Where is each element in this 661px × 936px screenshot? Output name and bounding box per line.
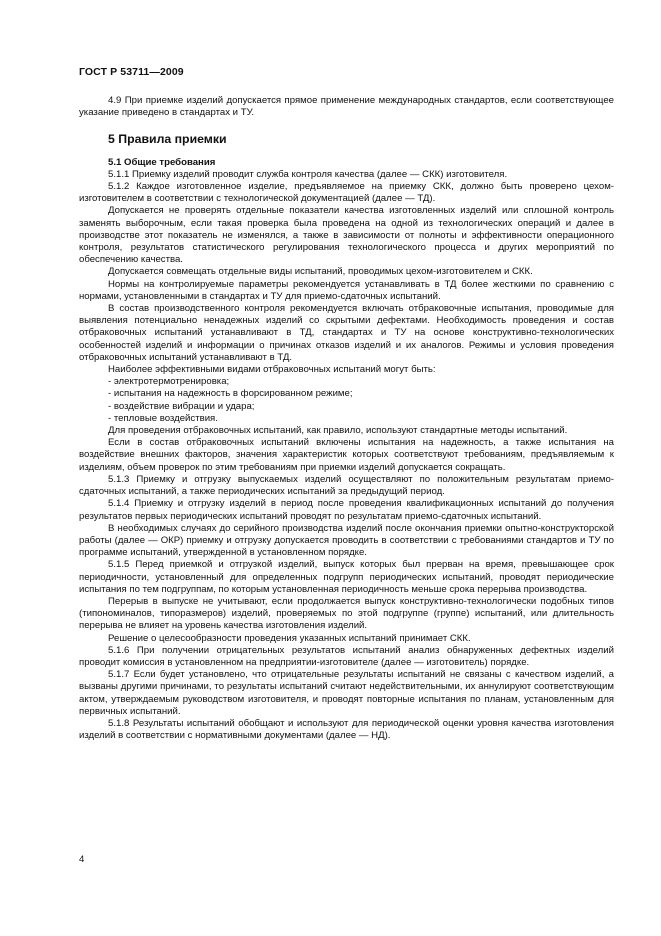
paragraph: Нормы на контролируемые параметры рекомендуется устанавливать в ТД более жесткими по сравнению с нормами, установленными в стандартах и ТУ для приемо-сдаточных испытаний. xyxy=(79,278,614,302)
paragraph: Наиболее эффективными видами отбраковочных испытаний могут быть: xyxy=(108,364,436,376)
list-item: - тепловые воздействия. xyxy=(108,412,218,424)
paragraph: 5.1.2 Каждое изготовленное изделие, предъявляемое на приемку СКК, должно быть проверено цехом-изготовителем в соответствии с технологической документацией (далее — ТД). xyxy=(79,181,614,205)
paragraph: Перерыв в выпуске не учитывают, если продолжается выпуск конструктивно-технологически подобных типов (типономиналов, типоразмеров) изделий, проверяемых по этой подгруппе (группе) испытаний, или длительность перерыва не влияет на уровень качества изготовления изделий. xyxy=(79,595,614,632)
paragraph-4-9: 4.9 При приемке изделий допускается прямое применение международных стандартов, если соответствующее указание приведено в стандартах и ТУ. xyxy=(79,95,614,119)
paragraph: 5.1.5 Перед приемкой и отгрузкой изделий, выпуск которых был прерван на время, превышающее срок периодичности, установленный для определенных подгрупп периодических испытаний, проводят периодические испытания по тем подгруппам, по которым установленная периодичность меньше срока перерыва производства. xyxy=(79,559,614,595)
document-body xyxy=(79,95,614,742)
paragraph: 5.1.8 Результаты испытаний обобщают и используют для периодической оценки уровня качества изготовления изделий в соответствии с нормативными документами (далее — НД). xyxy=(79,717,614,742)
page-number: 4 xyxy=(79,854,85,865)
paragraph: 5.1.3 Приемку и отгрузку выпускаемых изделий осуществляют по положительным результатам приемо-сдаточных испытаний, а также периодических испытаний за предыдущий период. xyxy=(79,473,614,498)
paragraph: 5.1.1 Приемку изделий проводит служба контроля качества (далее — СКК) изготовителя. xyxy=(108,168,508,180)
paragraph: Решение о целесообразности проведения указанных испытаний принимает СКК. xyxy=(108,632,471,644)
paragraph: 5.1.6 При получении отрицательных результатов испытаний анализ обнаруженных дефектных изделий проводит комиссия в установленном на предприятии-изготовителе (далее — изготовитель) порядке. xyxy=(79,644,614,668)
paragraph: В необходимых случаях до серийного производства изделий после окончания приемки опытно-конструкторской работы (далее — ОКР) приемку и отгрузку допускается проводить в соответствии с требованиями стандартов и ТУ по программе испытаний, утвержденной в установленном порядке. xyxy=(79,522,614,559)
paragraph: 5.1.7 Если будет установлено, что отрицательные результаты испытаний не связаны с качеством изделий, а вызваны другими причинами, то результаты испытаний считают недействительными, их аннулируют соответствующим актом, утверждаемым руководством изготовителя, и проводят повторные испытания по планам, установленным для первичных испытаний. xyxy=(79,669,614,717)
list-item: - воздействие вибрации и удара; xyxy=(108,400,255,412)
section-title: 5 Правила приемки xyxy=(108,132,227,147)
paragraph: Для проведения отбраковочных испытаний, как правило, используют стандартные методы испытаний. xyxy=(108,425,568,437)
paragraph: Если в состав отбраковочных испытаний включены испытания на надежность, а также испытания на воздействие внешних факторов, значения характеристик которых соответствуют требованиям, предъявляемым к изделиям, объем проверок по этим требованиям при приемки изделий допускается сокращать. xyxy=(79,437,614,473)
paragraph: 5.1.4 Приемку и отгрузку изделий в период после проведения квалификационных испытаний до получения результатов первых периодических испытаний проводят по результатам приемо-сдаточных испытаний. xyxy=(79,498,614,522)
list-item: - электротермотренировка; xyxy=(108,376,230,388)
paragraph: Допускается совмещать отдельные виды испытаний, проводимых цехом-изготовителем и СКК. xyxy=(108,266,533,278)
screening-tests-list xyxy=(79,376,614,425)
document-header: ГОСТ Р 53711—2009 xyxy=(79,66,184,78)
subsection-title: 5.1 Общие требования xyxy=(108,156,216,168)
list-item: - испытания на надежность в форсированном режиме; xyxy=(108,388,353,400)
paragraph: Допускается не проверять отдельные показатели качества изготовленных изделий или сплошной контроль заменять выборочным, если такая проверка была проведена на одной из технологических операций и далее в производстве этот показатель не изменялся, а также в зависимости от полноты и эффективности операционного контроля, результатов статистического регулирования технологического процесса и других мероприятий по обеспечению качества. xyxy=(79,205,614,266)
paragraph: В состав производственного контроля рекомендуется включать отбраковочные испытания, проводимые для выявления потенциально ненадежных изделий со скрытыми дефектами. Необходимость проведения и состав отбраковочных испытаний устанавливают в ТД, стандартах и ТУ на основе конструктивно-технологических особенностей изделий и информации о причинах отказов изделий и их аналогов. Режимы и условия проведения отбраковочных испытаний устанавливают в ТД. xyxy=(79,303,614,363)
